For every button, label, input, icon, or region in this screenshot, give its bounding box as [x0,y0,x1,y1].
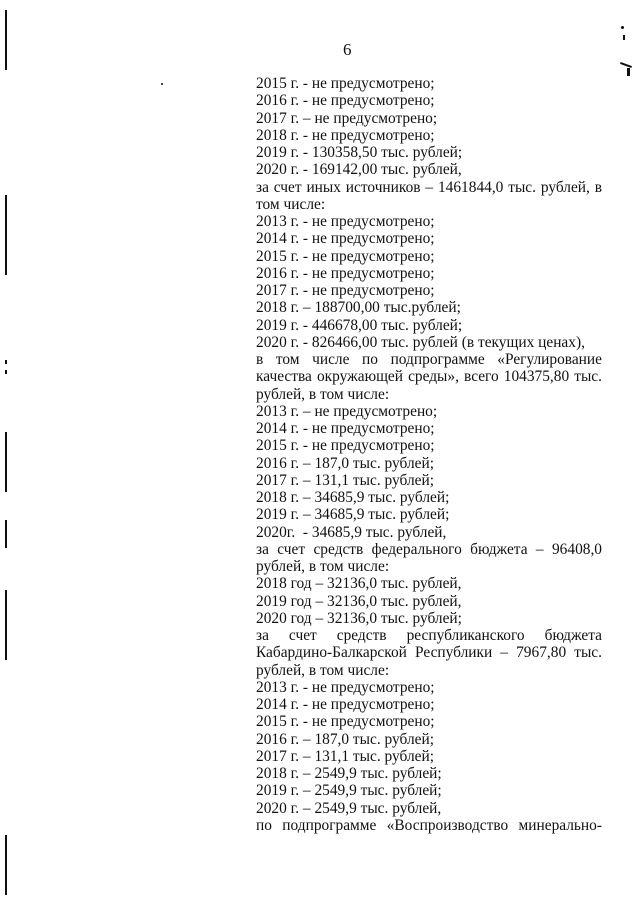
text-line: 2015 г. - не предусмотрено; [256,75,435,92]
text-line: 2014 г. - не предусмотрено; [256,696,435,713]
text-line: 2019 г. – 2549,9 тыс. рублей; [256,782,442,800]
page-body [256,75,602,834]
text-line: за счет средств федерального бюджета – 96408,0 [256,540,602,558]
text-line: 2017 г. - не предусмотрено; [256,282,435,299]
text-line: 2019 г. - 130358,50 тыс. рублей; [256,144,463,161]
text-line: 2015 г. - не предусмотрено; [256,247,435,265]
scan-artifact-bar [5,432,7,492]
text-line: за счет средств республиканского бюджета [256,627,602,644]
text-line: 2020 г. – 2549,9 тыс. рублей, [256,799,442,817]
text-line: 2018 г. – 34685,9 тыс. рублей; [256,489,450,506]
page-number: 6 [343,40,352,59]
text-line: 2017 г. – не предусмотрено; [256,109,438,127]
scan-artifact-bar [5,195,7,275]
scan-artifact-speck [620,62,632,68]
text-line: том числе: [256,195,326,213]
text-line: 2013 г. – не предусмотрено; [256,402,438,420]
text-line: 2014 г. - не предусмотрено; [256,420,435,437]
text-line: по подпрограмме «Воспроизводство минерально- [256,816,602,834]
scan-artifact-bar [5,520,7,548]
text-line: 2016 г. - не предусмотрено; [256,264,435,282]
scan-artifact-speck [161,83,163,85]
scan-artifact-bar [5,370,7,374]
text-line: 2017 г. – 131,1 тыс. рублей; [256,747,434,765]
scan-artifact-speck [627,68,630,76]
text-line: 2020г. - 34685,9 тыс. рублей, [256,523,447,541]
text-line: 2015 г. - не предусмотрено; [256,437,435,455]
text-line: 2018 г. - не предусмотрено; [256,126,435,144]
scan-artifact-speck [623,35,625,40]
text-line: рублей, в том числе: [256,661,390,679]
text-line: 2016 г. – 187,0 тыс. рублей; [256,454,434,472]
text-line: 2018 год – 32136,0 тыс. рублей, [256,575,462,593]
scan-artifact-bar [5,360,7,364]
text-line: 2017 г. – 131,1 тыс. рублей; [256,471,434,489]
text-line: 2020 г. - 169142,00 тыс. рублей, [256,161,462,179]
scan-artifact-speck [621,26,624,29]
text-line: 2013 г. - не предусмотрено; [256,678,435,696]
scan-artifact-bar [5,835,7,895]
text-line: 2018 г. – 2549,9 тыс. рублей; [256,765,442,782]
text-line: в том числе по подпрограмме «Регулирование [256,351,602,368]
text-line: 2013 г. - не предусмотрено; [256,213,435,230]
text-line: 2016 г. - не предусмотрено; [256,92,435,110]
text-line: 2014 г. - не предусмотрено; [256,230,435,248]
text-line: 2019 г. – 34685,9 тыс. рублей; [256,506,450,524]
text-line: 2016 г. – 187,0 тыс. рублей; [256,730,434,748]
text-line: качества окружающей среды», всего 104375,80 тыс. [256,368,602,386]
text-line: 2019 г. - 446678,00 тыс. рублей; [256,316,463,334]
text-line: Кабардино-Балкарской Республики – 7967,80 тыс. [256,644,602,662]
text-line: 2015 г. - не предусмотрено; [256,713,435,731]
text-line: 2020 г. - 826466,00 тыс. рублей (в текущих ценах), [256,333,585,351]
text-line: 2019 год – 32136,0 тыс. рублей, [256,592,462,610]
text-line: рублей, в том числе: [256,385,390,403]
scan-artifact-bar [5,10,7,70]
text-line: 2020 год – 32136,0 тыс. рублей; [256,609,462,627]
text-line: 2018 г. – 188700,00 тыс.рублей; [256,299,461,317]
scan-artifact-bar [5,590,7,660]
text-line: за счет иных источников – 1461844,0 тыс. рублей, в [256,178,602,196]
text-line: рублей, в том числе: [256,558,390,575]
